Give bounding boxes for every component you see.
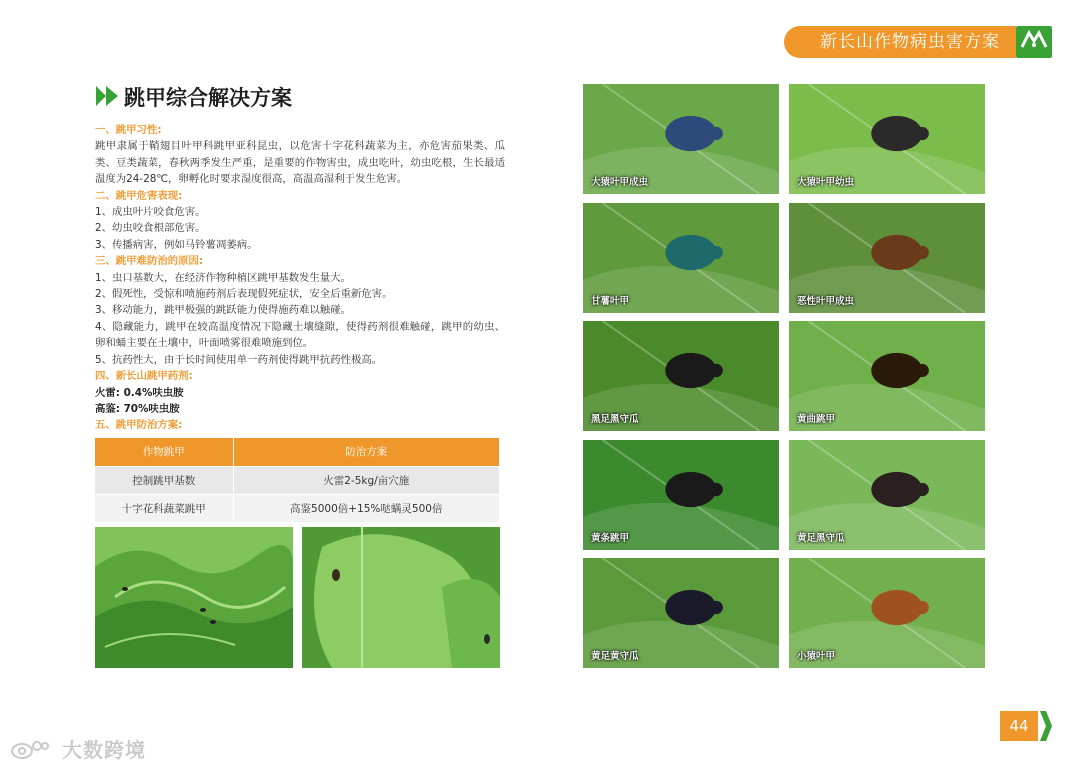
list-item: 4、隐藏能力，跳甲在较高温度情况下隐藏土壤缝隙，使得药剂很难触碰，跳甲的幼虫、卵和蛹主要在土壤中，叶面喷雾很难喷施到位。 <box>95 320 505 350</box>
page-title: 跳甲综合解决方案 <box>124 86 292 110</box>
weibo-logo-icon <box>10 738 50 760</box>
table-header-row <box>95 438 500 466</box>
section-heading: 五、跳甲防治方案: <box>95 419 183 432</box>
beetle-photo <box>789 84 985 194</box>
photo-caption: 小猿叶甲 <box>797 651 836 662</box>
photo-caption: 黑足黑守瓜 <box>591 414 639 425</box>
table-cell: 高鉴5000倍+15%哒螨灵500倍 <box>233 494 500 522</box>
beetle-photo <box>789 558 985 668</box>
page-number: 44 <box>1000 711 1038 741</box>
photo-caption: 黄条跳甲 <box>591 533 630 544</box>
photo-caption: 黄足黄守瓜 <box>591 651 639 662</box>
photo-caption: 大猿叶甲幼虫 <box>797 177 855 188</box>
table-cell: 十字花科蔬菜跳甲 <box>95 494 233 522</box>
crop-leaf-photo <box>95 527 293 668</box>
list-item: 2、假死性，受惊和喷施药剂后表现假死症状，安全后重新危害。 <box>95 288 393 301</box>
table-header-cell: 防治方案 <box>233 438 500 466</box>
chevron-right-icon <box>1038 711 1052 741</box>
leaf-beetle-photo <box>302 527 500 668</box>
banner-text: 新长山作物病虫害方案 <box>820 32 1000 52</box>
product-line <box>95 385 505 401</box>
header-banner <box>784 26 1016 58</box>
beetle-photo <box>583 203 779 313</box>
beetle-photo <box>583 84 779 194</box>
section-heading: 一、跳甲习性: <box>95 124 162 136</box>
table-row <box>95 466 500 494</box>
product-name: 火雷: <box>95 386 120 399</box>
watermark-text: 大数跨境 <box>61 738 146 762</box>
beetle-photo <box>789 203 985 313</box>
beetle-photo <box>583 440 779 550</box>
logo-mark-icon <box>1020 29 1048 49</box>
photo-caption: 甘薯叶甲 <box>591 296 630 307</box>
list-item: 5、抗药性大，由于长时间使用单一药剂使得跳甲抗药性极高。 <box>95 353 383 366</box>
list-item: 3、移动能力，跳甲极强的跳跃能力使得施药难以触碰。 <box>95 304 351 317</box>
list-item: 1、成虫叶片咬食危害。 <box>95 206 206 219</box>
list-item: 3、传播病害，例如马铃薯凋萎病。 <box>95 238 258 251</box>
brand-logo <box>1016 26 1052 58</box>
photo-caption: 黄足黑守瓜 <box>797 533 845 544</box>
product-line <box>95 401 505 417</box>
list-item: 1、虫口基数大，在经济作物种植区跳甲基数发生量大。 <box>95 271 351 284</box>
table-header-cell: 作物跳甲 <box>95 438 233 466</box>
beetle-photo <box>583 321 779 431</box>
product-name: 高鉴: <box>95 402 120 415</box>
control-plan-table <box>95 438 500 522</box>
product-value: 70%呋虫胺 <box>123 402 180 415</box>
photo-caption: 恶性叶甲成虫 <box>797 296 855 307</box>
section-heading: 二、跳甲危害表现: <box>95 189 183 202</box>
double-arrow-icon <box>96 86 118 106</box>
watermark <box>10 734 146 763</box>
list-item: 2、幼虫咬食根部危害。 <box>95 222 206 235</box>
photo-caption: 大猿叶甲成虫 <box>591 177 649 188</box>
photo-caption: 黄曲跳甲 <box>797 414 836 425</box>
section-heading: 四、新长山跳甲药剂: <box>95 370 193 383</box>
article-text <box>95 122 505 434</box>
table-cell: 控制跳甲基数 <box>95 466 233 494</box>
beetle-photo <box>789 440 985 550</box>
product-value: 0.4%呋虫胺 <box>123 386 184 399</box>
paragraph: 跳甲隶属于鞘翅目叶甲科跳甲亚科昆虫，以危害十字花科蔬菜为主，亦危害茄果类、瓜类、豆类蔬菜，春秋两季发生严重，是重要的作物害虫，成虫吃叶，幼虫吃根，生长最适温度为24-28℃，卵孵化时要求湿度很高，高温高湿利于发生危害。 <box>95 140 505 186</box>
section-heading: 三、跳甲难防治的原因: <box>95 255 204 268</box>
table-row <box>95 494 500 522</box>
beetle-photo <box>789 321 985 431</box>
table-cell: 火雷2-5kg/亩穴施 <box>233 466 500 494</box>
beetle-photo <box>583 558 779 668</box>
